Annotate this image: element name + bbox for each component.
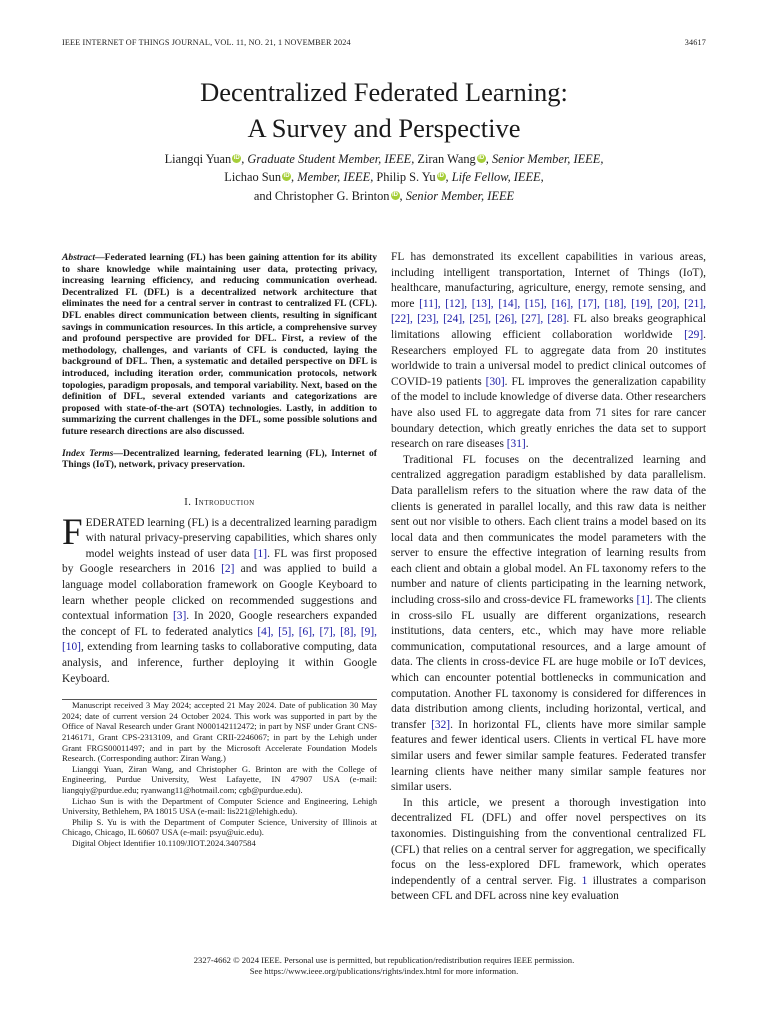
citation-link[interactable]: [2] [221,563,235,576]
copyright-notice [0,955,768,977]
author-line-2: Lichao Sun iD , Member, IEEE, Philip S. Yu iD , Life Fellow, IEEE, [224,170,544,185]
citation-link[interactable]: [30] [485,375,505,388]
body-text-run: In this article, we present a thorough investigation into decentralized FL (DFL) and offer novel perspectives on its taxonomies. Distinguishing from the conventional centralized FL (CFL) that relies on a central server for aggregation, we specifically focus on the less-explored DFL framework, which operates independently of a central server. Fig. [391,796,706,887]
section-heading-introduction [62,497,377,508]
author-name: Ziran Wang [417,152,476,166]
citation-link[interactable]: [4], [5], [6], [7], [8], [9], [10] [62,625,377,654]
abstract-label: Abstract [62,252,96,263]
body-text-run: . In horizontal FL, clients have more similar sample features and fewer identical users. Clients in vertical FL have more similar users and fewer similar sample features. Federated transfer learning clients have neither many similar sample features nor similar users. [391,718,706,794]
body-text-run: learning (FL) is a decentralized learning paradigm with natural privacy-preserving capabilities, which shares only model weights instead of user data [85,516,377,560]
body-text-run: . FL was first proposed by Google researchers in 2016 [62,547,377,576]
author-membership: Senior Member, IEEE, [491,152,604,166]
body-paragraph [391,796,706,905]
body-text-run: . In 2020, Google researchers expanded the concept of FL to federated analytics [62,610,377,638]
body-text-run: and was applied to build a language model collaboration framework on Google Keyboard to learn whether people clicked on recommended suggestions and contextual information [62,563,377,623]
body-text-run: . Researchers employed FL to aggregate data from 20 institutes worldwide to train a universal model to predict clinical outcomes of COVID-19 patients [391,328,706,388]
citation-link[interactable]: [32] [431,718,451,731]
author-name: Liangqi Yuan [164,152,232,166]
intro-paragraph-body [62,511,377,685]
index-terms-label: Index Terms [62,447,114,459]
author-membership: Senior Member, IEEE [405,188,515,203]
citation-link[interactable]: [1] [253,547,268,560]
body-text-run: FL has demonstrated its excellent capabilities in various areas, including intelligent transportation, Internet of Things (IoT), healthcare, manufacturing, agriculture, energy, remote sensing, and more [391,251,706,310]
footnotes [62,699,377,848]
citation-link[interactable]: 1 [581,874,588,887]
citation-link[interactable]: [31] [506,438,526,451]
author-line-3: and Christopher G. Brinton iD , Senior Member, IEEE [253,188,515,203]
footnote-list [62,700,377,848]
journal-header: IEEE INTERNET OF THINGS JOURNAL, VOL. 11, NO. 21, 1 NOVEMBER 2024 [62,38,351,47]
citation-link[interactable]: [3] [172,610,187,623]
body-text-run: Traditional FL focuses on the decentralized learning and centralized aggregation paradigm established by data parallelism. Data parallelism refers to the situation where the raw data of the clients is generated in parallel locally, and this raw data is neither sent out nor visible to others. Each client trains a model based on its local data and then communicates the model parameters with the server to ensure the effective integration of learning results from each client and obtain a global model. An FL taxonomy refers to the number and nature of clients participating in the learning network, including cross-silo and cross-device FL frameworks [391,453,706,607]
copyright-line-2: See https://www.ieee.org/publications/rights/index.html for more information. [249,966,519,976]
author-membership: Member, IEEE, [297,170,374,185]
index-terms [62,448,377,471]
footnote: Digital Object Identifier 10.1109/JIOT.2024.3407584 [72,837,256,848]
author-name: Lichao Sun [224,170,282,185]
orcid-icon[interactable]: iD [283,173,290,180]
first-word-smallcaps: EDERATED [85,516,145,529]
citation-link[interactable]: [1] [636,594,650,607]
left-column [62,252,377,849]
orcid-icon[interactable]: iD [233,155,240,161]
section-number: I. [184,496,192,508]
author-name: and Christopher G. Brinton [253,188,390,203]
title-line-1: Decentralized Federated Learning: [200,77,568,107]
body-text-run: , extending from learning tasks to collaborative computing, data analysis, and inference, further deploying it within Google Keyboard. [62,641,377,685]
body-paragraph [391,250,706,453]
section-title: Introduction [194,496,255,508]
body-text-run: illustrates a comparison between CFL and DFL across nine key evaluation [391,874,707,903]
drop-cap: F [62,511,83,553]
orcid-icon[interactable]: iD [478,155,485,161]
footnote: Philip S. Yu is with the Department of Computer Science, University of Illinois at Chicago, Chicago, IL 60607 USA (e-mail: psyu@uic.edu). [62,816,377,838]
page-number: 34617 [684,38,706,47]
abstract-text: —Federated learning (FL) has been gaining attention for its ability to share knowledge while maintaining user data, protecting privacy, increasing learning efficiency, and reducing communication overhead. Decentralized FL (DFL) is a decentralized network architecture that eliminates the need for a central server in contrast to centralized FL (CFL). DFL enables direct communication between clients, resulting in significant savings in communication resources. In this article, a comprehensive survey and profound perspective are provided for DFL. First, a review of the methodology, challenges, and variants of CFL is conducted, laying the background of DFL. Then, a systematic and detailed perspective on DFL is introduced, including iteration order, communication protocols, network topologies, paradigm proposals, and temporal variability. Next, based on the definition of DFL, several extended variants and categorizations are proposed with state-of-the-art (SOTA) technologies. Lastly, in addition to summarizing the current challenges in the DFL, some possible solutions and future research directions are also discussed. [62,252,377,437]
title-line-2: A Survey and Perspective [247,113,521,143]
footnote: Liangqi Yuan, Ziran Wang, and Christopher G. Brinton are with the College of Engineering, Purdue University, West Lafayette, IN 47907 USA (e-mail: liangqiy@purdue.edu; ryanwang11@hotmail.com; cgb@purdue.edu). [62,763,377,795]
intro-paragraph [62,511,377,688]
author-membership: Graduate Student Member, IEEE, [247,152,415,166]
paper-title [0,74,768,146]
abstract [62,252,377,438]
author-list [0,150,768,205]
right-column [391,250,706,905]
body-text-run: . FL improves the generalization capability of the model to include knowledge of diverse data. Other researchers have also used FL to aggregate data from 71 sites for rare cancer boundary detection, which greatly enriches the data set to support research on rare diseases [391,375,706,451]
author-line-1: Liangqi Yuan iD , Graduate Student Member, IEEE, Ziran Wang iD , Senior Member, IEEE, [164,152,604,166]
orcid-icon[interactable]: iD [392,191,398,198]
author-membership: Life Fellow, IEEE, [451,170,544,185]
copyright-line-1: 2327-4662 © 2024 IEEE. Personal use is permitted, but republication/redistribution requires IEEE permission. [193,955,575,965]
body-text-run: . [525,438,529,451]
index-terms-text: —Decentralized learning, federated learning (FL), Internet of Things (IoT), network, privacy preservation. [62,447,377,471]
body-paragraph [391,453,706,796]
footnote: Lichao Sun is with the Department of Computer Science and Engineering, Lehigh University, Bethlehem, PA 18015 USA (e-mail: lis221@lehigh.edu). [62,795,377,817]
author-name: Philip S. Yu [376,170,436,185]
body-text-run: . The clients in cross-silo FL usually are different organizations, research institutions, data centers, etc., which may have more reliable communication, computational resources, and a large amount of data. The clients in cross-device FL are huge mobile or IoT devices, which can encounter potential bottlenecks in communication and computation. Another FL taxonomy is considered for differences in data distribution among clients, including horizontal, vertical, and transfer [391,594,706,731]
citation-link[interactable]: [29] [684,328,704,341]
footnote: Manuscript received 3 May 2024; accepted 21 May 2024. Date of publication 30 May 2024; date of current version 24 October 2024. This work was supported in part by the Office of Naval Research under Grant N000142112472; in part by NSF under Grant CNS-2146171, Grant CPS-2313109, and Grant CRII-2246067; in part by the Lehigh under Grant FRGS00011497; and in part by the Microsoft Accelerate Foundation Models Research. (Corresponding author: Ziran Wang.) [62,700,377,764]
running-head [62,38,706,50]
body-text-run: . FL also breaks geographical limitations allowing efficient collaboration worldwide [391,313,707,341]
orcid-icon[interactable]: iD [438,173,445,180]
citation-link[interactable]: [11], [12], [13], [14], [15], [16], [17], [18], [19], [20], [21], [22], [23], [24], [25], [26], [27], [28] [391,297,707,326]
